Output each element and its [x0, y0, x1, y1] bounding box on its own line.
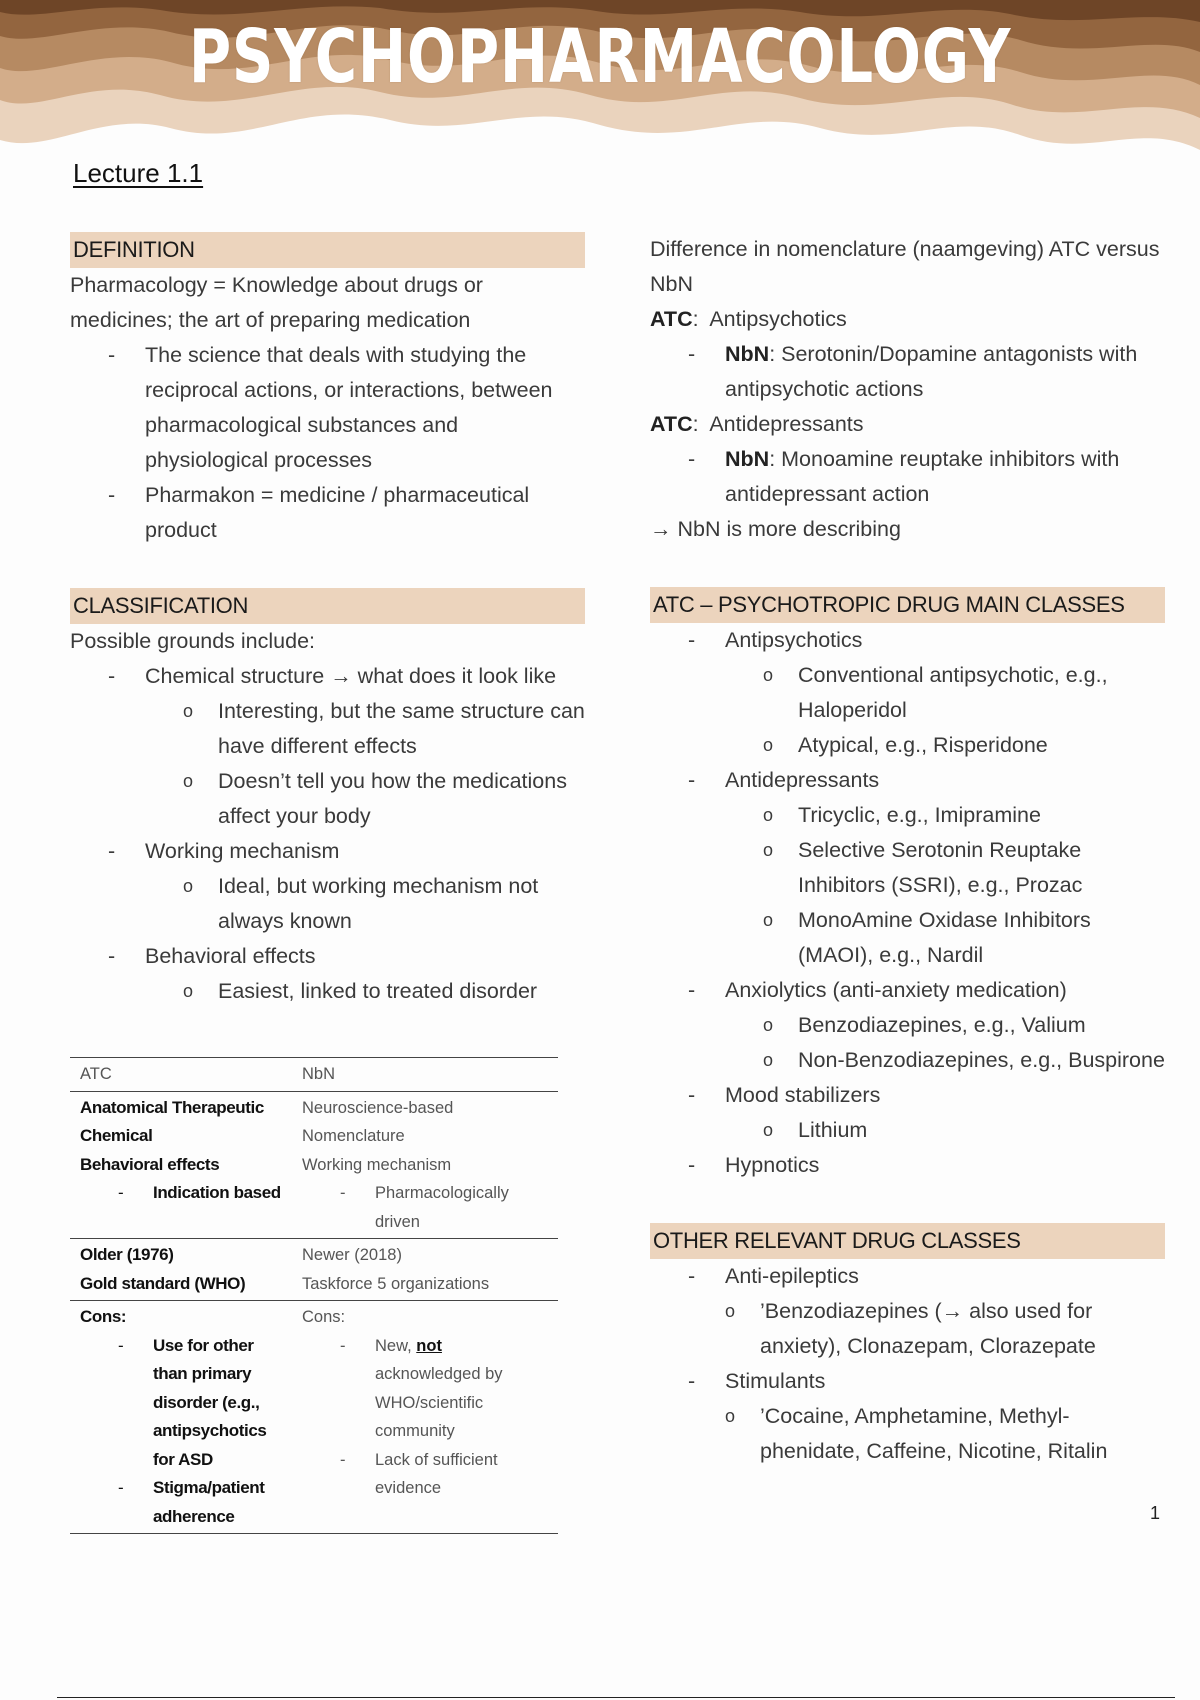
nomenclature-intro: Difference in nomenclature (naamgeving) ATC versus NbN [650, 237, 1160, 296]
definition-list [70, 338, 585, 548]
sub-list [145, 694, 585, 834]
left-column [70, 232, 585, 1534]
list-item: - Antipsychotics o Conventional antipsychotic, e.g., Haloperidol o Atypical, e.g., Risperidone [650, 623, 1165, 763]
sub-item: o Benzodiazepines, e.g., Valium [725, 1008, 1165, 1043]
table-cell: Cons: - New, not acknowledged by WHO/scientific community - Lack of sufficient evidence [292, 1301, 558, 1534]
atc-classes-list [650, 623, 1165, 1183]
right-column [650, 232, 1165, 1469]
list-item: - NbN: Monoamine reuptake inhibitors with antidepressant action [650, 442, 1165, 512]
sub-item: o Non-Benzodiazepines, e.g., Buspirone [725, 1043, 1165, 1078]
classification-intro: Possible grounds include: [70, 629, 316, 653]
list-item: - Hypnotics [650, 1148, 1165, 1183]
sub-item: o Doesn’t tell you how the medications affect your body [145, 764, 585, 834]
sub-item: o Ideal, but working mechanism not always known [145, 869, 585, 939]
atc-antidepressants: ATC: Antidepressants [650, 412, 864, 436]
sub-item: o ’Benzodiazepines (→ also used for anxiety), Clonazepam, Clorazepate [687, 1294, 1165, 1364]
sub-item: o Interesting, but the same structure can have different effects [145, 694, 585, 764]
classification-list [70, 659, 585, 1009]
sub-item: o Selective Serotonin Reuptake Inhibitors (SSRI), e.g., Prozac [725, 833, 1165, 903]
list-item: - Working mechanism o Ideal, but working mechanism not always known [70, 834, 585, 939]
footer-divider [57, 1697, 1175, 1698]
definition-intro: Pharmacology = Knowledge about drugs or medicines; the art of preparing medication [70, 273, 483, 332]
list-item: - Anti-epileptics o ’Benzodiazepines (→ also used for anxiety), Clonazepam, Clorazepate [650, 1259, 1165, 1364]
sub-list [145, 974, 585, 1009]
nomenclature-conclusion: → NbN is more describing [650, 517, 901, 541]
table-header-atc: ATC [70, 1058, 292, 1092]
table-cell: Neuroscience-based Nomenclature Working mechanism - Pharmacologically driven [292, 1091, 558, 1239]
sub-item: o Conventional antipsychotic, e.g., Haloperidol [725, 658, 1165, 728]
definition-heading: DEFINITION [70, 232, 585, 268]
sub-item: o Easiest, linked to treated disorder [145, 974, 585, 1009]
classification-heading: CLASSIFICATION [70, 588, 585, 624]
sub-item: o Lithium [725, 1113, 1165, 1148]
list-item: - Chemical structure → what does it look like o Interesting, but the same structure can have different effects o Doesn’t tell you how the medications affect your body [70, 659, 585, 834]
list-item: - Mood stabilizers o Lithium [650, 1078, 1165, 1148]
other-classes-heading: OTHER RELEVANT DRUG CLASSES [650, 1223, 1165, 1259]
list-item: - Anxiolytics (anti-anxiety medication) o Benzodiazepines, e.g., Valium o Non-Benzodiazepines, e.g., Buspirone [650, 973, 1165, 1078]
list-item: - Pharmakon = medicine / pharmaceutical product [70, 478, 585, 548]
atc-antipsychotics: ATC: Antipsychotics [650, 307, 847, 331]
sub-item: o ’Cocaine, Amphetamine, Methyl-phenidate, Caffeine, Nicotine, Ritalin [687, 1399, 1165, 1469]
list-item: - NbN: Serotonin/Dopamine antagonists with antipsychotic actions [650, 337, 1165, 407]
lecture-label: Lecture 1.1 [73, 158, 204, 188]
table-row [70, 1091, 558, 1239]
table-header-nbn: NbN [292, 1058, 558, 1092]
table-cell: Newer (2018) Taskforce 5 organizations [292, 1239, 558, 1301]
sub-item: o MonoAmine Oxidase Inhibitors (MAOI), e.g., Nardil [725, 903, 1165, 973]
header-banner [0, 0, 1200, 175]
sub-list [145, 869, 585, 939]
atc-classes-heading: ATC – PSYCHOTROPIC DRUG MAIN CLASSES [650, 587, 1165, 623]
list-item: - The science that deals with studying the reciprocal actions, or interactions, between pharmacological substances and physiological processes [70, 338, 585, 478]
table-row [70, 1301, 558, 1534]
atc-nbn-comparison-table [70, 1057, 558, 1534]
other-classes-list [650, 1259, 1165, 1469]
table-row [70, 1239, 558, 1301]
table-cell: Cons: - Use for other than primary disorder (e.g., antipsychotics for ASD - Stigma/patient adherence [70, 1301, 292, 1534]
document-title: PSYCHOPHARMACOLOGY [188, 14, 1012, 100]
table-row [70, 1058, 558, 1092]
table-cell: Older (1976) Gold standard (WHO) [70, 1239, 292, 1301]
sub-item: o Tricyclic, e.g., Imipramine [725, 798, 1165, 833]
list-item: - Antidepressants o Tricyclic, e.g., Imipramine o Selective Serotonin Reuptake Inhibitors (SSRI), e.g., Prozac o MonoAmine Oxidase Inhibitors (MAOI), e.g., Nardil [650, 763, 1165, 973]
table-cell: Anatomical Therapeutic Chemical Behavioral effects - Indication based [70, 1091, 292, 1239]
sub-item: o Atypical, e.g., Risperidone [725, 728, 1165, 763]
page-number: 1 [1150, 1503, 1161, 1523]
list-item: - Stimulants o ’Cocaine, Amphetamine, Methyl-phenidate, Caffeine, Nicotine, Ritalin [650, 1364, 1165, 1469]
list-item: - Behavioral effects o Easiest, linked to treated disorder [70, 939, 585, 1009]
